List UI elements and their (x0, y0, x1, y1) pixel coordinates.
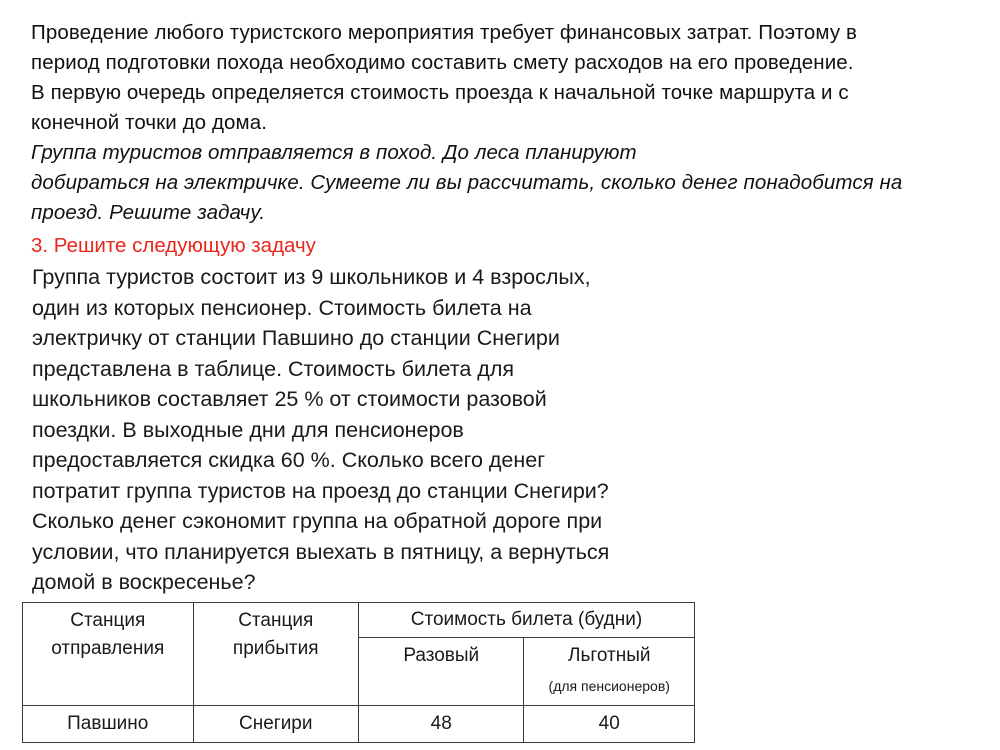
single-fare-label: Разовый (403, 644, 480, 666)
fare-table (22, 602, 695, 743)
discount-fare-note: (для пенсионеров) (548, 677, 670, 694)
table-row (23, 706, 695, 743)
single-fare-cell: 48 (358, 706, 523, 743)
intro-italic-line: добираться на электричке. Сумеете ли вы рассчитать, сколько денег понадобится на (31, 171, 903, 194)
problem-line: предоставляется скидка 60 %. Сколько всего денег (32, 448, 546, 472)
intro-line: конечной точки до дома. (31, 111, 268, 134)
problem-line: потратит группа туристов на проезд до станции Снегири? (32, 478, 609, 503)
intro-line: Проведение любого туристского мероприятия требует финансовых затрат. Поэтому в (31, 21, 857, 44)
intro-line: период подготовки похода необходимо составить смету расходов на его проведение. (31, 51, 854, 74)
ticket-cost-header: Стоимость билета (будни) (358, 603, 694, 638)
problem-text (32, 262, 692, 598)
intro-line: В первую очередь определяется стоимость проезда к начальной точке маршрута и с (31, 81, 849, 104)
arrival-cell: Снегири (193, 706, 358, 743)
problem-line: Группа туристов состоит из 9 школьников и 4 взрослых, (32, 265, 591, 289)
header-line: Станция (238, 610, 314, 631)
problem-line: поездки. В выходные дни для пенсионеров (32, 417, 464, 442)
problem-line: условии, что планируется выехать в пятницу, а вернуться (32, 539, 610, 564)
problem-line: один из которых пенсионер. Стоимость билета на (32, 295, 532, 320)
discount-fare-label: Льготный (567, 644, 651, 666)
departure-cell: Павшино (23, 706, 194, 743)
discount-fare-cell: 40 (524, 706, 695, 743)
task-heading: 3. Решите следующую задачу (31, 234, 316, 257)
header-line: Станция (70, 610, 146, 631)
problem-line: Сколько денег сэкономит группа на обратной дороге при (32, 509, 603, 533)
intro-text (31, 18, 996, 228)
problem-line: школьников составляет 25 % от стоимости разовой (32, 387, 547, 411)
problem-line: электричку от станции Павшино до станции Снегири (32, 326, 560, 350)
header-line: отправления (51, 638, 165, 659)
problem-line: представлена в таблице. Стоимость билета для (32, 356, 515, 381)
arrival-station-header (193, 603, 358, 706)
problem-line: домой в воскресенье? (32, 570, 256, 594)
single-fare-header (358, 637, 523, 705)
intro-italic-line: проезд. Решите задачу. (31, 201, 266, 224)
header-line: прибытия (232, 638, 319, 659)
intro-italic-line: Группа туристов отправляется в поход. До леса планируют (31, 141, 637, 164)
departure-station-header (23, 603, 194, 706)
discount-fare-header (524, 637, 695, 705)
